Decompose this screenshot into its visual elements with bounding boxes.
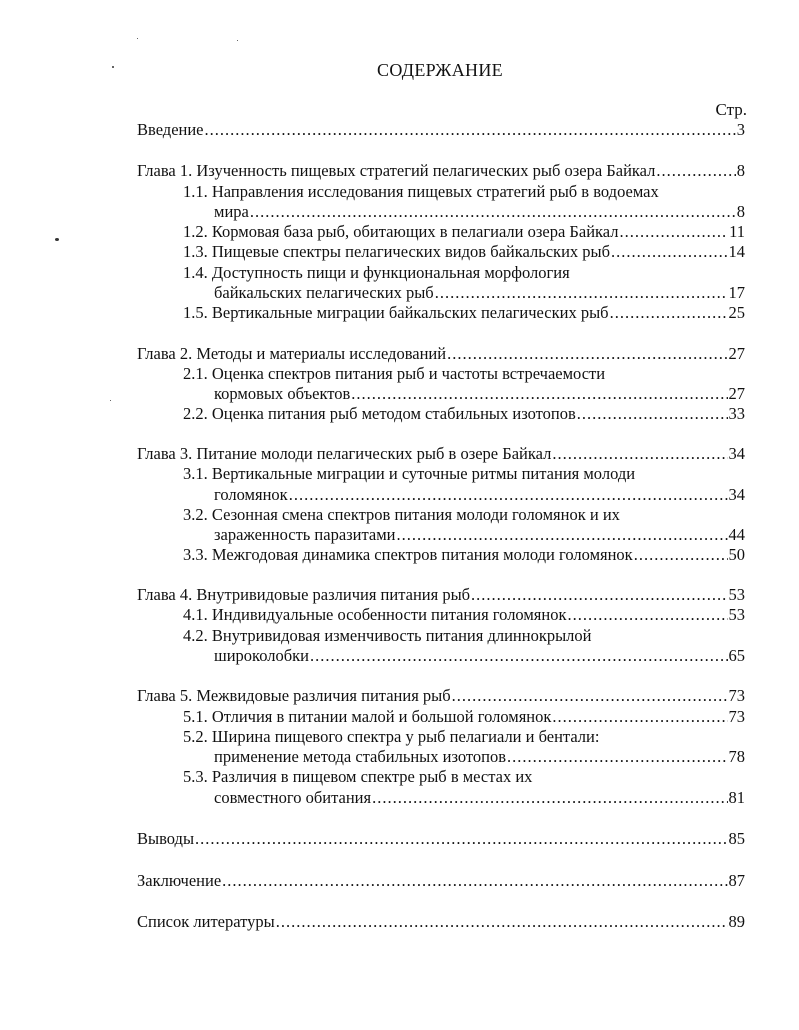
toc-entry-5-3[interactable]	[214, 788, 745, 808]
toc-entry-3-3[interactable]	[183, 545, 745, 565]
toc-leader-dots	[568, 605, 728, 625]
toc-entry-text: Глава 4. Внутривидовые различия питания рыб	[137, 585, 471, 604]
toc-entry-text: голомянок	[214, 485, 288, 504]
toc-entry-page: 65	[728, 646, 745, 665]
toc-leader-dots	[372, 788, 727, 808]
toc-entry-page: 81	[728, 788, 745, 807]
toc-entry-page: 73	[728, 707, 745, 726]
toc-entry-3-1-line1[interactable]: 3.1. Вертикальные миграции и суточные ритмы питания молоди	[183, 464, 636, 483]
toc-entry-1-1-line1[interactable]: 1.1. Направления исследования пищевых стратегий рыб в водоемах	[183, 182, 659, 201]
scan-speck	[112, 66, 114, 68]
toc-entry-references[interactable]	[137, 912, 745, 932]
toc-entry-page: 27	[728, 344, 745, 363]
toc-entry-text: Глава 5. Межвидовые различия питания рыб	[137, 686, 451, 705]
toc-entry-page: 8	[736, 161, 745, 180]
toc-entry-text: 2.2. Оценка питания рыб методом стабильных изотопов	[183, 404, 576, 423]
toc-entry-page: 25	[728, 303, 745, 322]
toc-entry-page: 44	[728, 525, 745, 544]
toc-entry-page: 78	[728, 747, 745, 766]
toc-entry-4-2[interactable]	[214, 646, 745, 666]
toc-entry-1-1[interactable]	[214, 202, 745, 222]
toc-entry-text: Глава 2. Методы и материалы исследований	[137, 344, 447, 363]
toc-entry-page: 53	[728, 605, 745, 624]
toc-entry-text: мира	[214, 202, 249, 221]
toc-entry-1-5[interactable]	[183, 303, 745, 323]
toc-entry-text: байкальских пелагических рыб	[214, 283, 434, 302]
toc-entry-page: 17	[728, 283, 745, 302]
toc-entry-4-1[interactable]	[183, 605, 745, 625]
toc-entry-page: 85	[728, 829, 745, 848]
toc-entry-1-2[interactable]	[183, 222, 745, 242]
toc-entry-page: 34	[728, 444, 745, 463]
toc-leader-dots	[205, 120, 736, 140]
scan-speck	[55, 238, 59, 241]
toc-entry-chapter-2[interactable]	[137, 344, 745, 364]
toc-entry-chapter-4[interactable]	[137, 585, 745, 605]
toc-entry-page: 34	[728, 485, 745, 504]
toc-entry-intro[interactable]	[137, 120, 745, 140]
toc-entry-4-2-line1[interactable]: 4.2. Внутривидовая изменчивость питания длиннокрылой	[183, 626, 592, 645]
toc-entry-summary[interactable]	[137, 871, 745, 891]
scan-speck	[110, 400, 111, 401]
page-title: СОДЕРЖАНИЕ	[377, 60, 503, 80]
toc-leader-dots	[507, 747, 727, 767]
toc-leader-dots	[250, 202, 736, 222]
toc-entry-text: Глава 1. Изученность пищевых стратегий пелагических рыб озера Байкал	[137, 161, 656, 180]
toc-entry-page: 11	[729, 222, 745, 241]
toc-leader-dots	[289, 485, 728, 505]
toc-leader-dots	[471, 585, 727, 605]
toc-entry-2-1[interactable]	[214, 384, 745, 404]
toc-entry-page: 53	[728, 585, 745, 604]
toc-entry-3-2[interactable]	[214, 525, 745, 545]
toc-entry-text: Список литературы	[137, 912, 275, 931]
toc-leader-dots	[577, 404, 728, 424]
toc-entry-page: 89	[728, 912, 745, 931]
toc-entry-text: 3.3. Межгодовая динамика спектров питания молоди голомянок	[183, 545, 633, 564]
toc-leader-dots	[435, 283, 728, 303]
toc-leader-dots	[397, 525, 728, 545]
toc-leader-dots	[552, 444, 727, 464]
toc-entry-5-3-line1[interactable]: 5.3. Различия в пищевом спектре рыб в местах их	[183, 767, 533, 786]
toc-leader-dots	[310, 646, 728, 666]
toc-entry-1-3[interactable]	[183, 242, 745, 262]
toc-entry-2-1-line1[interactable]: 2.1. Оценка спектров питания рыб и частоты встречаемости	[183, 364, 606, 383]
toc-entry-text: Выводы	[137, 829, 195, 848]
toc-entry-1-4[interactable]	[214, 283, 745, 303]
toc-entry-text: зараженность паразитами	[214, 525, 396, 544]
toc-entry-text: 1.2. Кормовая база рыб, обитающих в пелагиали озера Байкал	[183, 222, 619, 241]
toc-entry-chapter-1[interactable]	[137, 161, 745, 181]
toc-entry-text: 1.5. Вертикальные миграции байкальских пелагических рыб	[183, 303, 609, 322]
toc-entry-text: 1.3. Пищевые спектры пелагических видов байкальских рыб	[183, 242, 611, 261]
toc-leader-dots	[656, 161, 735, 181]
toc-entry-page: 73	[728, 686, 745, 705]
scan-speck	[237, 40, 238, 41]
toc-entry-conclusions[interactable]	[137, 829, 745, 849]
toc-leader-dots	[195, 829, 727, 849]
toc-leader-dots	[610, 303, 728, 323]
toc-leader-dots	[447, 344, 727, 364]
toc-entry-3-2-line1[interactable]: 3.2. Сезонная смена спектров питания молоди голомянок и их	[183, 505, 620, 524]
toc-leader-dots	[276, 912, 728, 932]
toc-leader-dots	[222, 871, 727, 891]
toc-entry-text: Введение	[137, 120, 204, 139]
toc-entry-page: 27	[728, 384, 745, 403]
toc-entry-page: 87	[728, 871, 745, 890]
toc-entry-3-1[interactable]	[214, 485, 745, 505]
toc-leader-dots	[552, 707, 727, 727]
toc-leader-dots	[620, 222, 729, 242]
toc-entry-text: кормовых объектов	[214, 384, 351, 403]
toc-entry-text: 5.1. Отличия в питании малой и большой голомянок	[183, 707, 552, 726]
scan-speck	[137, 38, 138, 39]
toc-entry-5-2[interactable]	[214, 747, 745, 767]
toc-entry-page: 50	[728, 545, 745, 564]
toc-entry-text: применение метода стабильных изотопов	[214, 747, 507, 766]
toc-entry-chapter-5[interactable]	[137, 686, 745, 706]
toc-entry-page: 8	[736, 202, 745, 221]
toc-entry-1-4-line1[interactable]: 1.4. Доступность пищи и функциональная морфология	[183, 263, 570, 282]
toc-leader-dots	[351, 384, 727, 404]
page-column-header: Стр.	[715, 100, 747, 119]
toc-entry-text: широколобки	[214, 646, 309, 665]
toc-entry-5-1[interactable]	[183, 707, 745, 727]
toc-entry-page: 14	[728, 242, 745, 261]
toc-entry-2-2[interactable]	[183, 404, 745, 424]
toc-entry-text: 4.1. Индивидуальные особенности питания голомянок	[183, 605, 567, 624]
toc-leader-dots	[634, 545, 728, 565]
toc-entry-text: Глава 3. Питание молоди пелагических рыб в озере Байкал	[137, 444, 552, 463]
toc-entry-text: Заключение	[137, 871, 222, 890]
toc-leader-dots	[452, 686, 728, 706]
toc-entry-chapter-3[interactable]	[137, 444, 745, 464]
toc-entry-page: 33	[728, 404, 745, 423]
toc-entry-text: совместного обитания	[214, 788, 372, 807]
toc-leader-dots	[611, 242, 727, 262]
toc-entry-page: 3	[736, 120, 745, 139]
toc-entry-5-2-line1[interactable]: 5.2. Ширина пищевого спектра у рыб пелагиали и бентали:	[183, 727, 600, 746]
